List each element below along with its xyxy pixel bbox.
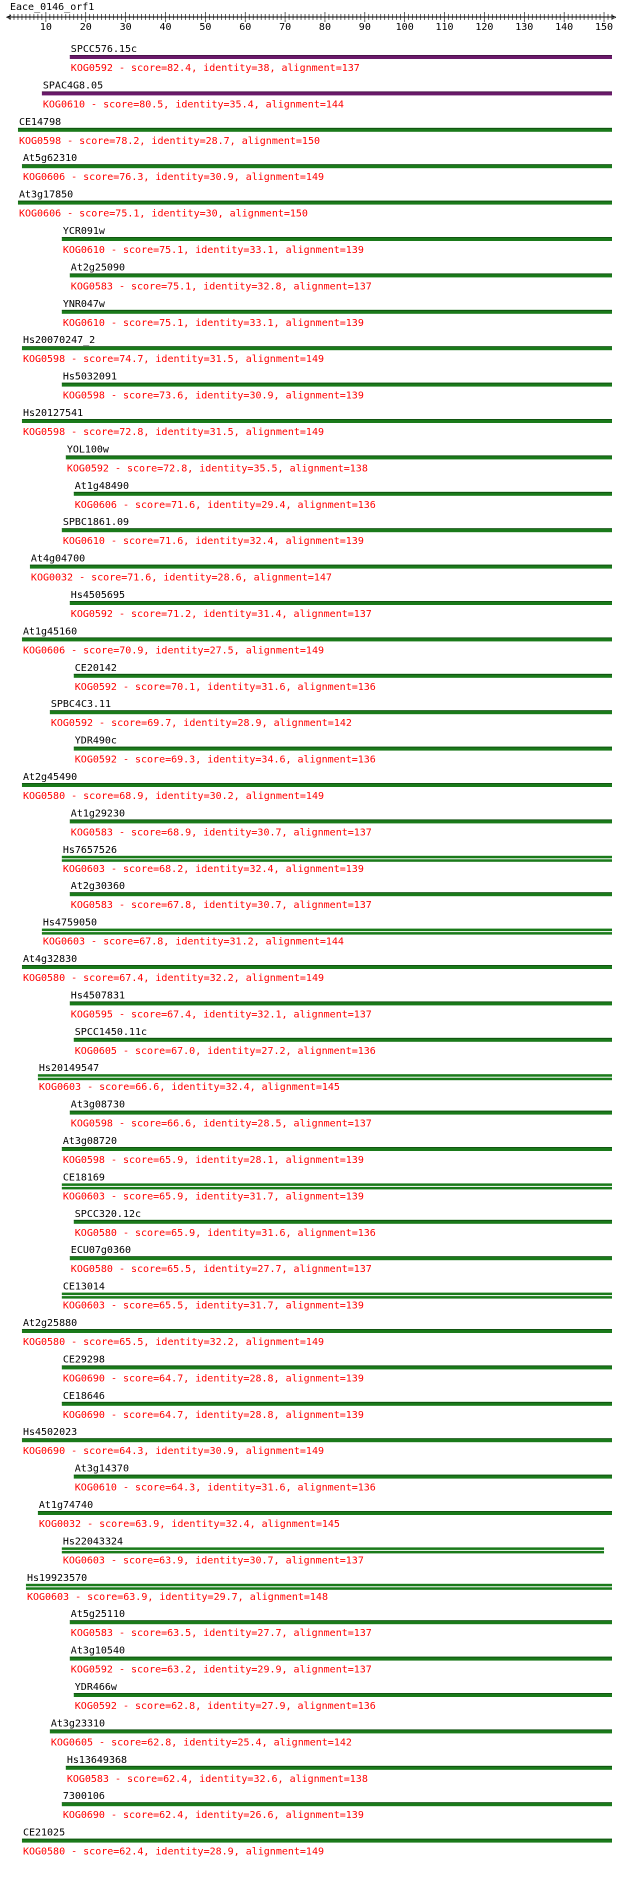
hit-name: At3g14370: [74, 1463, 129, 1475]
hit-bar: [62, 1293, 612, 1296]
hit-label: KOG0603 - score=63.9, identity=30.7, alignment=137: [62, 1555, 364, 1567]
hit-row: [22, 153, 612, 183]
hit-name: At2g25090: [70, 262, 125, 274]
hit-name: YNR047w: [62, 298, 105, 310]
hit-label: KOG0690 - score=62.4, identity=26.6, alignment=139: [62, 1810, 364, 1822]
hit-row: [18, 190, 612, 220]
hit-row: [74, 1027, 612, 1057]
hit-row: [22, 1318, 612, 1348]
hit-name: At4g04700: [30, 553, 86, 565]
hit-row: [22, 954, 612, 984]
hit-label: KOG0690 - score=64.3, identity=30.9, alignment=149: [22, 1446, 324, 1458]
hit-label: KOG0598 - score=66.6, identity=28.5, alignment=137: [70, 1118, 372, 1130]
hit-row: [74, 1209, 612, 1239]
hit-name: SPCC320.12c: [74, 1208, 142, 1220]
hit-name: Hs4502023: [22, 1427, 78, 1439]
hit-label: KOG0605 - score=67.0, identity=27.2, alignment=136: [74, 1045, 376, 1057]
hit-name: YCR091w: [62, 226, 105, 237]
hit-row: [62, 1354, 612, 1384]
hit-name: CE18646: [62, 1390, 105, 1402]
hit-label: KOG0603 - score=67.8, identity=31.2, alignment=144: [42, 936, 344, 948]
hit-row: [62, 845, 612, 875]
hit-bar-secondary: [42, 932, 612, 935]
hit-bar: [26, 1584, 612, 1587]
hit-row: [22, 335, 612, 365]
hit-label: KOG0595 - score=67.4, identity=32.1, alignment=137: [70, 1009, 372, 1021]
hit-label: KOG0598 - score=65.9, identity=28.1, alignment=139: [62, 1155, 364, 1166]
hit-label: KOG0583 - score=63.5, identity=27.7, alignment=137: [70, 1628, 372, 1640]
hit-row: [22, 772, 612, 802]
hit-name: CE21025: [22, 1827, 66, 1839]
hit-row: [42, 80, 612, 110]
ruler-left-arrow: <: [6, 13, 12, 23]
hit-bar-secondary: [38, 1078, 612, 1081]
hit-name: CE20142: [74, 662, 117, 674]
hit-bar-secondary: [62, 1296, 612, 1299]
hit-label: KOG0583 - score=68.9, identity=30.7, alignment=137: [70, 827, 372, 839]
hit-name: At4g32830: [22, 954, 78, 965]
hit-label: KOG0603 - score=65.5, identity=31.7, alignment=139: [62, 1300, 364, 1312]
hit-name: SPCC576.15c: [70, 44, 138, 55]
hit-name: Hs13649368: [66, 1754, 128, 1766]
hit-name: YDR466w: [74, 1682, 117, 1693]
hit-row: [42, 918, 612, 948]
hit-list: [18, 44, 612, 1858]
ruler-tick-label: 10: [39, 22, 52, 33]
hit-row: [22, 626, 612, 656]
hit-name: At2g30360: [70, 881, 125, 893]
hit-name: Hs20127541: [22, 408, 84, 419]
hit-name: CE18169: [62, 1172, 105, 1184]
hit-row: [62, 1136, 612, 1166]
hit-label: KOG0592 - score=71.2, identity=31.4, alignment=137: [70, 609, 372, 620]
ruler-tick-label: 140: [555, 22, 574, 33]
hit-label: KOG0603 - score=65.9, identity=31.7, alignment=139: [62, 1191, 364, 1203]
hit-label: KOG0610 - score=75.1, identity=33.1, alignment=139: [62, 245, 364, 256]
hit-row: [70, 590, 612, 620]
hit-row: [62, 1536, 604, 1566]
hit-row: [66, 444, 612, 474]
hit-label: KOG0583 - score=75.1, identity=32.8, alignment=137: [70, 281, 372, 293]
hit-label: KOG0603 - score=66.6, identity=32.4, alignment=145: [38, 1082, 340, 1094]
hit-name: At3g23310: [50, 1718, 106, 1730]
hit-bar-secondary: [26, 1587, 612, 1590]
ruler-tick-label: 40: [159, 22, 172, 33]
hit-label: KOG0606 - score=76.3, identity=30.9, alignment=149: [22, 172, 324, 184]
hit-name: Hs19923570: [26, 1572, 88, 1584]
hit-name: CE13014: [62, 1281, 105, 1293]
hit-name: SPBC1861.09: [62, 517, 130, 529]
hit-name: Hs22043324: [62, 1536, 124, 1548]
hit-row: [50, 1718, 612, 1748]
hit-name: At5g62310: [22, 153, 78, 165]
hit-row: [74, 1464, 612, 1494]
hit-label: KOG0610 - score=71.6, identity=32.4, alignment=139: [62, 536, 364, 548]
hit-row: [62, 1391, 612, 1421]
hit-label: KOG0580 - score=68.9, identity=30.2, alignment=149: [22, 791, 324, 802]
hit-name: 7300106: [62, 1791, 105, 1803]
hit-label: KOG0603 - score=68.2, identity=32.4, alignment=139: [62, 863, 364, 875]
hit-name: At1g48490: [74, 480, 129, 492]
hit-label: KOG0605 - score=62.8, identity=25.4, alignment=142: [50, 1737, 352, 1749]
hit-label: KOG0580 - score=65.5, identity=27.7, alignment=137: [70, 1264, 372, 1276]
hit-label: KOG0592 - score=62.8, identity=27.9, alignment=136: [74, 1701, 376, 1712]
hit-row: [74, 1682, 612, 1712]
hit-row: [38, 1500, 612, 1530]
hit-name: SPBC4C3.11: [50, 699, 112, 711]
hit-row: [62, 372, 612, 402]
hit-row: [22, 1828, 612, 1858]
hit-label: KOG0610 - score=80.5, identity=35.4, alignment=144: [42, 99, 344, 111]
hit-label: KOG0598 - score=74.7, identity=31.5, alignment=149: [22, 354, 324, 366]
hit-row: [70, 1245, 612, 1275]
hit-row: [70, 1646, 612, 1676]
hit-label: KOG0610 - score=75.1, identity=33.1, alignment=139: [62, 317, 364, 329]
hit-bar-secondary: [62, 1551, 604, 1554]
hit-row: [18, 117, 612, 147]
hit-row: [70, 808, 612, 838]
hit-name: Hs20070247_2: [22, 335, 96, 347]
hit-label: KOG0580 - score=65.9, identity=31.6, alignment=136: [74, 1227, 376, 1239]
hit-label: KOG0032 - score=71.6, identity=28.6, alignment=147: [30, 572, 332, 584]
position-ruler: [6, 12, 617, 33]
hit-name: SPCC1450.11c: [74, 1026, 148, 1038]
hit-bar: [38, 1074, 612, 1077]
hit-name: Hs5032091: [62, 371, 118, 383]
ruler-tick-label: 130: [515, 22, 534, 33]
hit-label: KOG0592 - score=69.3, identity=34.6, alignment=136: [74, 754, 376, 766]
hit-name: At3g08720: [62, 1136, 118, 1147]
hit-name: At1g74740: [38, 1500, 94, 1511]
hit-bar: [62, 1183, 612, 1186]
hit-row: [74, 663, 612, 693]
hit-label: KOG0592 - score=72.8, identity=35.5, alignment=138: [66, 463, 368, 475]
hit-row: [22, 1427, 612, 1457]
hit-row: [70, 44, 612, 74]
hit-label: KOG0580 - score=65.5, identity=32.2, alignment=149: [22, 1337, 324, 1348]
hit-row: [70, 262, 612, 292]
hit-row: [62, 517, 612, 547]
hit-label: KOG0583 - score=67.8, identity=30.7, alignment=137: [70, 900, 372, 912]
hit-name: Hs7657526: [62, 844, 118, 856]
hit-name: Hs20149547: [38, 1063, 100, 1075]
hit-row: [62, 1172, 612, 1202]
hit-row: [74, 736, 612, 766]
hit-label: KOG0606 - score=71.6, identity=29.4, alignment=136: [74, 499, 376, 511]
hit-label: KOG0606 - score=70.9, identity=27.5, alignment=149: [22, 645, 324, 657]
hit-name: Hs4507831: [70, 990, 125, 1002]
ruler-tick-label: 20: [79, 22, 92, 33]
ruler-tick-label: 80: [318, 22, 331, 33]
ruler-tick-label: 110: [435, 22, 454, 33]
hit-label: KOG0032 - score=63.9, identity=32.4, alignment=145: [38, 1519, 340, 1530]
hit-name: CE14798: [18, 116, 62, 128]
ruler-tick-label: 120: [475, 22, 494, 33]
hit-name: At2g45490: [22, 772, 78, 783]
hit-name: At1g29230: [70, 808, 125, 820]
hit-bar-secondary: [62, 1187, 612, 1190]
hit-row: [70, 881, 612, 911]
hit-name: Hs4759050: [42, 917, 98, 929]
hit-label: KOG0606 - score=75.1, identity=30, alignment=150: [18, 208, 308, 220]
hit-bar-secondary: [62, 859, 612, 862]
hit-label: KOG0580 - score=62.4, identity=28.9, alignment=149: [22, 1846, 324, 1858]
ruler-right-arrow: >: [611, 13, 617, 23]
hit-name: At3g17850: [18, 189, 74, 201]
hit-label: KOG0583 - score=62.4, identity=32.6, alignment=138: [66, 1773, 368, 1785]
hit-label: KOG0610 - score=64.3, identity=31.6, alignment=136: [74, 1482, 376, 1494]
hit-row: [38, 1063, 612, 1093]
query-title: Eace_0146_orf1: [10, 2, 95, 13]
hit-name: At2g25880: [22, 1318, 78, 1329]
hit-name: SPAC4G8.05: [42, 80, 104, 92]
hit-label: KOG0592 - score=70.1, identity=31.6, alignment=136: [74, 681, 376, 693]
ruler-tick-label: 70: [279, 22, 292, 33]
hit-name: CE29298: [62, 1354, 105, 1366]
hit-row: [30, 554, 612, 584]
hit-label: KOG0580 - score=67.4, identity=32.2, alignment=149: [22, 973, 324, 984]
hit-row: [62, 1791, 612, 1821]
hit-label: KOG0603 - score=63.9, identity=29.7, alignment=148: [26, 1591, 328, 1603]
ruler-tick-label: 100: [395, 22, 414, 33]
ruler-tick-label: 50: [199, 22, 212, 33]
ruler-tick-label: 150: [594, 22, 614, 33]
ruler-tick-label: 90: [358, 22, 371, 33]
hit-row: [74, 481, 612, 511]
hit-bar: [42, 929, 612, 932]
hit-label: KOG0592 - score=63.2, identity=29.9, alignment=137: [70, 1664, 372, 1676]
ruler-tick-label: 60: [239, 22, 252, 33]
hit-label: KOG0592 - score=82.4, identity=38, alignment=137: [70, 63, 360, 74]
hit-row: [66, 1755, 612, 1785]
hit-name: At3g08730: [70, 1099, 125, 1111]
hit-label: KOG0598 - score=72.8, identity=31.5, alignment=149: [22, 427, 324, 438]
hit-name: Hs4505695: [70, 590, 125, 601]
hit-row: [22, 408, 612, 438]
hit-name: ECU07g0360: [70, 1245, 132, 1257]
hit-label: KOG0690 - score=64.7, identity=28.8, alignment=139: [62, 1409, 364, 1421]
hit-name: YOL100w: [66, 444, 109, 456]
hit-label: KOG0598 - score=78.2, identity=28.7, alignment=150: [18, 135, 321, 147]
hit-name: At1g45160: [22, 626, 78, 638]
hit-row: [62, 299, 612, 329]
hit-bar: [62, 856, 612, 859]
hit-row: [50, 699, 612, 729]
hit-label: KOG0690 - score=64.7, identity=28.8, alignment=139: [62, 1373, 364, 1385]
hit-row: [70, 1609, 612, 1639]
hit-name: At5g25110: [70, 1609, 125, 1621]
hit-name: At3g10540: [70, 1645, 125, 1657]
hit-row: [70, 990, 612, 1020]
hit-bar: [62, 1547, 604, 1550]
hit-row: [62, 226, 612, 256]
ruler-tick-label: 30: [119, 22, 132, 33]
hit-label: KOG0598 - score=73.6, identity=30.9, alignment=139: [62, 390, 364, 402]
hit-label: KOG0592 - score=69.7, identity=28.9, alignment=142: [50, 718, 352, 730]
hit-name: YDR490c: [74, 735, 117, 747]
hit-row: [70, 1100, 612, 1130]
hit-row: [62, 1282, 612, 1312]
hit-row: [26, 1573, 612, 1603]
